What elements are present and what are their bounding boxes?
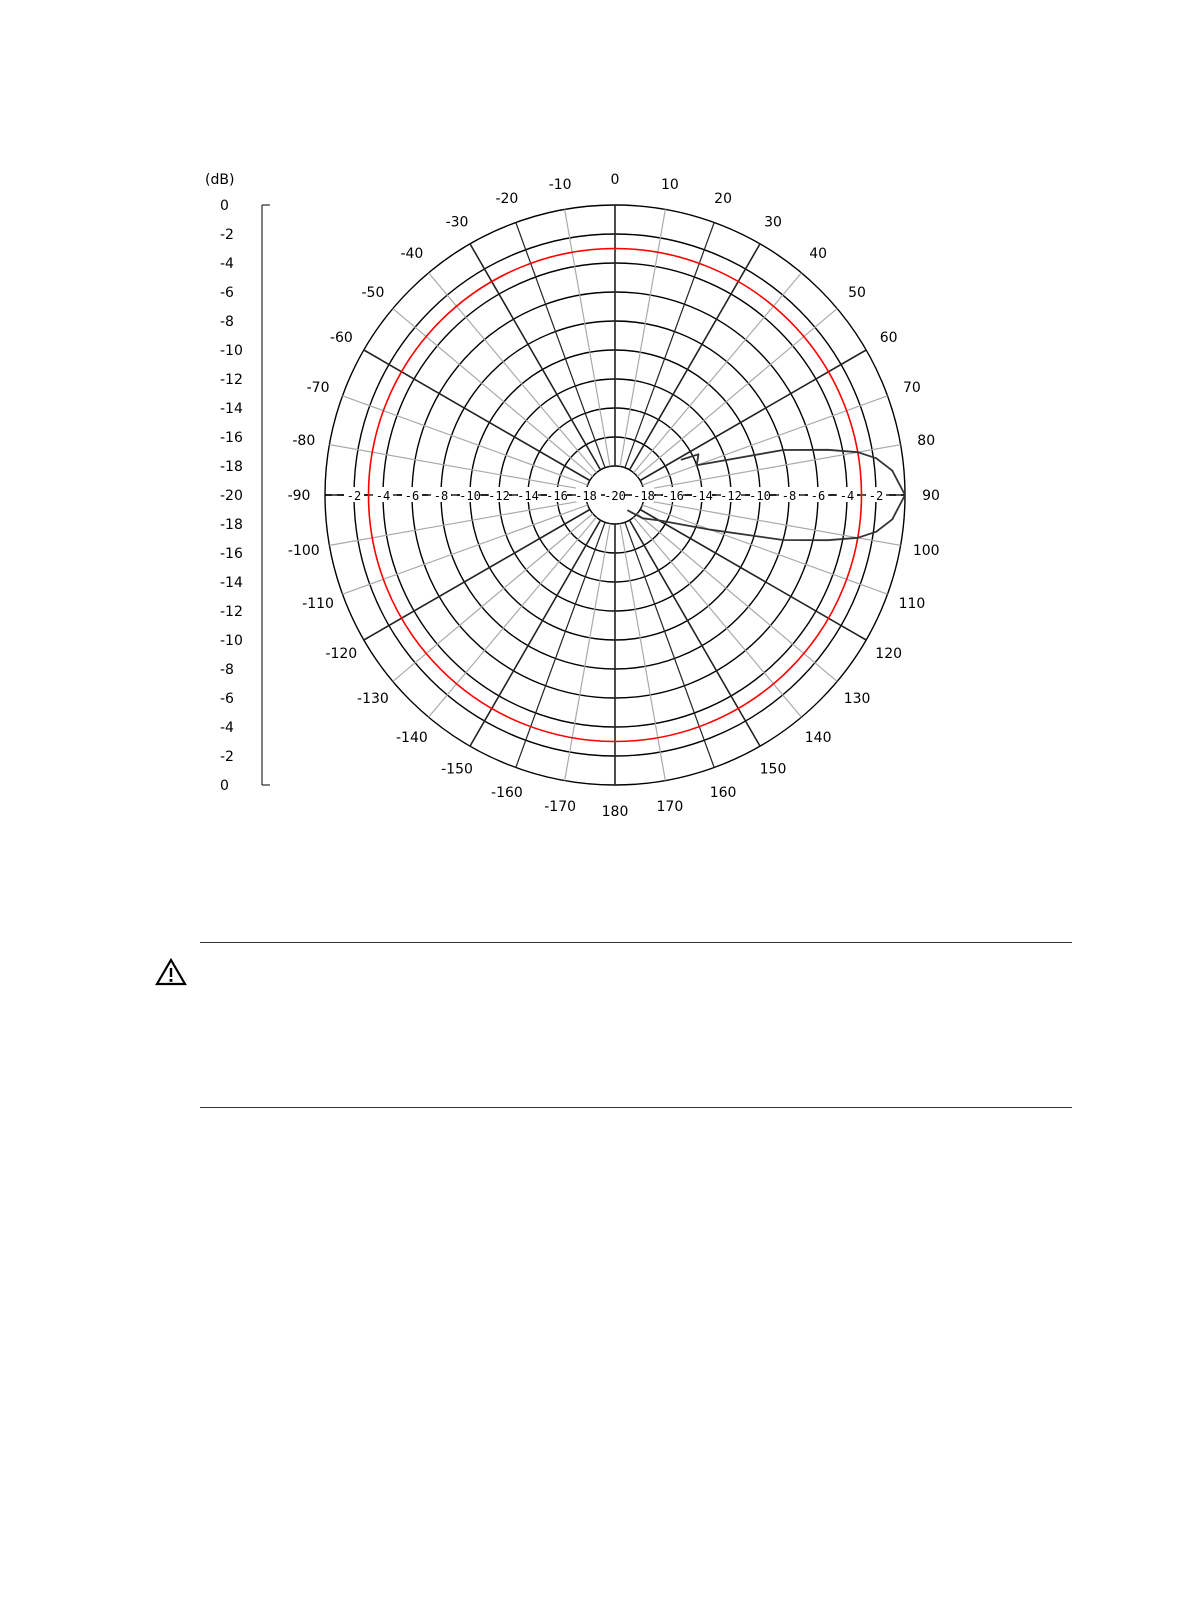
angle-label: 80 xyxy=(917,433,936,450)
ring-label: -12 xyxy=(488,489,510,503)
ring-label: -16 xyxy=(546,489,568,503)
db-tick-label: -16 xyxy=(220,430,243,446)
pattern-point xyxy=(627,510,629,512)
ring-label: -4 xyxy=(839,489,855,503)
db-tick-label: -20 xyxy=(220,488,243,504)
ring-label: -18 xyxy=(633,489,655,503)
grid-spoke xyxy=(329,500,586,545)
warning-triangle-icon xyxy=(155,958,187,986)
pattern-point xyxy=(827,539,829,541)
angle-label: -90 xyxy=(287,488,311,504)
ring-label: -6 xyxy=(404,489,420,503)
pattern-point xyxy=(827,449,829,451)
angle-label: 30 xyxy=(764,214,782,231)
angle-label: 180 xyxy=(601,804,629,820)
angle-label: 130 xyxy=(843,691,871,708)
angle-label: -110 xyxy=(302,596,334,613)
pattern-point xyxy=(681,459,683,461)
ring-label: -12 xyxy=(720,489,742,503)
angle-label: -170 xyxy=(544,799,577,816)
db-tick-label: -2 xyxy=(220,749,234,765)
db-tick-label: -12 xyxy=(220,604,243,620)
warning-note-box xyxy=(200,942,1072,1108)
angle-label: -140 xyxy=(395,730,428,747)
db-tick-label: -8 xyxy=(220,662,234,678)
grid-spoke xyxy=(620,524,665,781)
angle-label: -20 xyxy=(495,191,519,208)
db-tick-label: 0 xyxy=(220,198,229,214)
angle-label: 160 xyxy=(709,784,737,801)
pattern-point xyxy=(642,517,644,519)
angle-label: 0 xyxy=(610,172,620,188)
ring-label: -8 xyxy=(781,489,797,503)
db-tick-label: -18 xyxy=(220,517,243,533)
db-tick-label: -18 xyxy=(220,459,243,475)
db-tick-label: -10 xyxy=(220,343,243,359)
db-tick-label: -6 xyxy=(220,691,234,707)
angle-label: 110 xyxy=(898,596,926,613)
pattern-point xyxy=(904,494,906,496)
pattern-point xyxy=(782,539,784,541)
db-tick-label: -12 xyxy=(220,372,243,388)
angle-label: -120 xyxy=(325,646,358,662)
pattern-point xyxy=(891,470,893,472)
pattern-point xyxy=(875,531,877,533)
angle-label: -150 xyxy=(441,761,473,778)
angle-label: -100 xyxy=(287,542,320,559)
ring-label: -2 xyxy=(868,489,884,503)
angle-label: -160 xyxy=(491,784,523,801)
grid-spoke xyxy=(620,209,665,466)
ring-label: -16 xyxy=(662,489,684,503)
ring-label: -10 xyxy=(459,489,481,503)
ring-label: -18 xyxy=(575,489,597,503)
db-tick-label: -4 xyxy=(220,720,234,736)
pattern-point xyxy=(875,457,877,459)
pattern-point xyxy=(696,464,698,466)
db-unit-label: (dB) xyxy=(205,172,235,188)
angle-label: -50 xyxy=(361,284,385,301)
pattern-point xyxy=(709,529,711,531)
angle-label: 60 xyxy=(879,330,898,346)
angle-label: -80 xyxy=(292,433,316,450)
angle-label: 170 xyxy=(656,799,684,816)
angle-label: 90 xyxy=(922,488,940,504)
angle-label: 50 xyxy=(848,284,866,301)
db-tick-label: -10 xyxy=(220,633,243,649)
ring-label: -10 xyxy=(749,489,771,503)
ring-label: -4 xyxy=(375,489,391,503)
db-tick-label: -14 xyxy=(220,401,243,417)
db-tick-label: -14 xyxy=(220,575,243,591)
angle-label: -130 xyxy=(357,691,389,708)
grid-spoke xyxy=(565,209,610,466)
angle-label: -40 xyxy=(400,245,424,262)
pattern-point xyxy=(658,519,660,521)
db-tick-label: -4 xyxy=(220,256,234,272)
radial-db-scale xyxy=(205,172,270,794)
angle-label: 20 xyxy=(714,191,732,208)
ring-label: -14 xyxy=(691,489,713,503)
pattern-point xyxy=(891,518,893,520)
pattern-point xyxy=(698,453,700,455)
db-tick-label: -16 xyxy=(220,546,243,562)
angle-label: 40 xyxy=(809,245,828,262)
ring-label: -14 xyxy=(517,489,539,503)
pattern-point xyxy=(782,449,784,451)
grid-spoke xyxy=(565,524,610,781)
ring-label: -2 xyxy=(346,489,362,503)
angle-label: -70 xyxy=(306,379,330,396)
ring-label: -8 xyxy=(433,489,449,503)
db-tick-label: 0 xyxy=(220,778,229,794)
angle-label: 70 xyxy=(903,379,921,396)
db-tick-label: -6 xyxy=(220,285,234,301)
angle-label: -60 xyxy=(329,330,353,346)
grid-spoke xyxy=(329,445,586,490)
angle-label: -10 xyxy=(548,176,572,193)
db-tick-label: -8 xyxy=(220,314,234,330)
angle-label: 140 xyxy=(804,730,832,747)
angle-label: 150 xyxy=(759,761,787,778)
db-tick-label: -2 xyxy=(220,227,234,243)
angle-label: 10 xyxy=(660,176,679,193)
angle-label: 100 xyxy=(912,542,940,559)
ring-label: -20 xyxy=(604,489,626,503)
pattern-point xyxy=(857,451,859,453)
angle-label: 120 xyxy=(875,646,903,662)
pattern-point xyxy=(857,537,859,539)
ring-label: -6 xyxy=(810,489,826,503)
angle-label: -30 xyxy=(445,214,469,231)
